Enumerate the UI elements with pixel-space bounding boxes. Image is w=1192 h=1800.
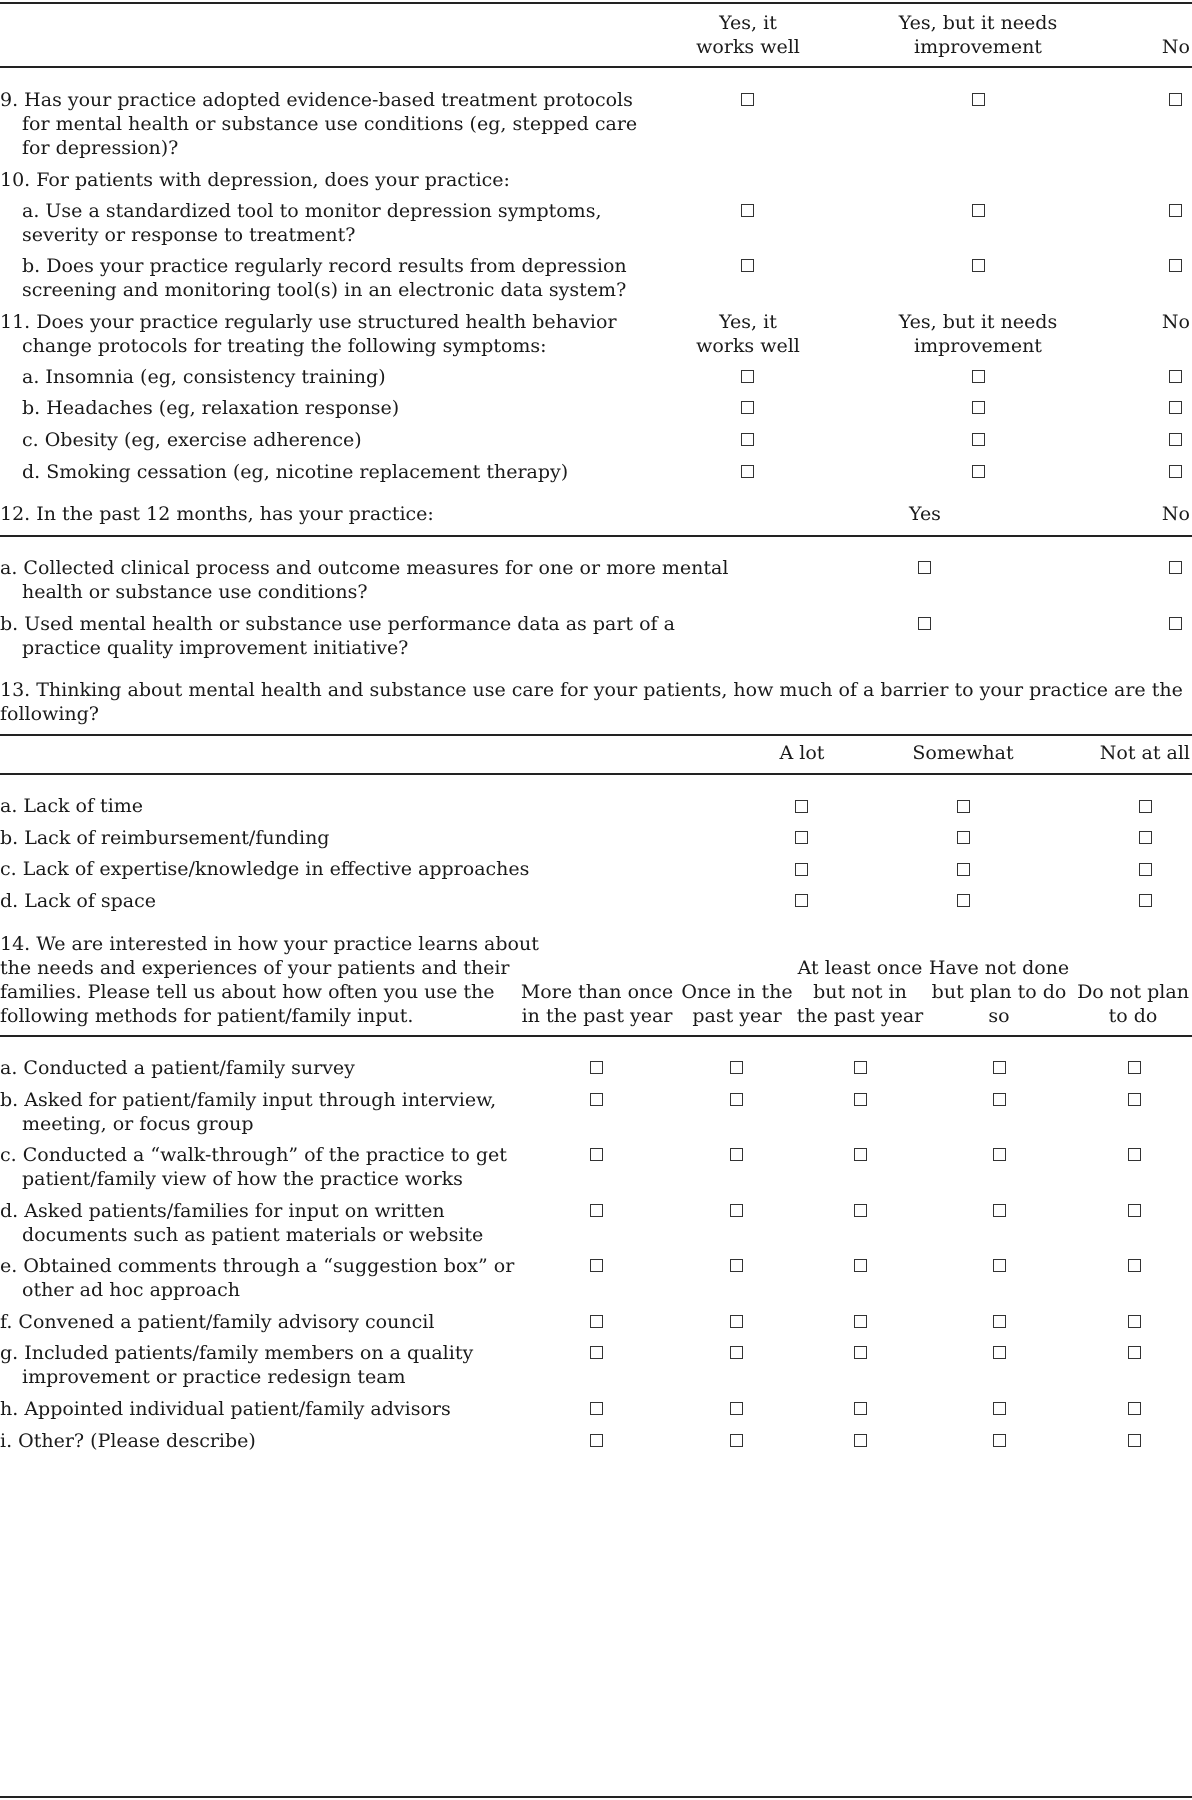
q14-col-header-do-not-plan: Do not plan to do [1077,981,1189,1027]
q14-col-header-once: Once in the past year [681,981,793,1027]
q14b-once-checkbox[interactable] [730,1093,743,1106]
col-header-works-well: Yes, it works well [696,12,800,58]
q14-item: g. Included patients/family members on a quality improvement or practice redesign team [0,1342,474,1388]
q13d-somewhat-checkbox[interactable] [957,894,970,907]
q14b-do-not-plan-checkbox[interactable] [1128,1093,1141,1106]
q11c-no-checkbox[interactable] [1169,433,1182,446]
q14a-do-not-plan-checkbox[interactable] [1128,1061,1141,1074]
q14h-plan-to-do-checkbox[interactable] [993,1402,1006,1415]
q9-works-well-checkbox[interactable] [741,93,754,106]
question-13-title: 13. Thinking about mental health and substance use care for your patients, how much of a barrier to your practice are the following? [0,679,1183,725]
question-11-title: 11. Does your practice regularly use structured health behavior change protocols for treating the following symptoms: [0,311,617,357]
q11-col-header-works-well: Yes, it works well [696,311,800,357]
q14-item: i. Other? (Please describe) [0,1430,256,1452]
q14d-at-least-once-checkbox[interactable] [854,1204,867,1217]
q11-item: c. Obesity (eg, exercise adherence) [22,429,362,451]
q14c-do-not-plan-checkbox[interactable] [1128,1148,1141,1161]
q14b-plan-to-do-checkbox[interactable] [993,1093,1006,1106]
q14g-at-least-once-checkbox[interactable] [854,1346,867,1359]
q13-header-rule [0,773,1192,775]
q14c-more-than-once-checkbox[interactable] [590,1148,603,1161]
q14b-more-than-once-checkbox[interactable] [590,1093,603,1106]
q14d-do-not-plan-checkbox[interactable] [1128,1204,1141,1217]
q11-item: a. Insomnia (eg, consistency training) [22,366,386,388]
q14-item: b. Asked for patient/family input through interview, meeting, or focus group [0,1089,497,1135]
q13b-a-lot-checkbox[interactable] [795,831,808,844]
q14e-at-least-once-checkbox[interactable] [854,1259,867,1272]
question-12a: a. Collected clinical process and outcome measures for one or more mental health or substance use conditions? [0,557,729,603]
q14f-more-than-once-checkbox[interactable] [590,1315,603,1328]
q13-col-header-somewhat: Somewhat [912,742,1014,764]
q9-needs-improvement-checkbox[interactable] [972,93,985,106]
col-header-no: No [1161,36,1190,58]
q14g-plan-to-do-checkbox[interactable] [993,1346,1006,1359]
q12b-no-checkbox[interactable] [1169,617,1182,630]
q14-col-header-plan-to-do: Have not done but plan to do so [928,957,1070,1027]
q14i-plan-to-do-checkbox[interactable] [993,1434,1006,1447]
q11b-no-checkbox[interactable] [1169,401,1182,414]
q14g-do-not-plan-checkbox[interactable] [1128,1346,1141,1359]
q14-header-rule [0,1035,1192,1037]
q10b-needs-improvement-checkbox[interactable] [972,259,985,272]
q13d-not-at-all-checkbox[interactable] [1139,894,1152,907]
q13-col-header-a-lot: A lot [779,742,825,764]
question-12-title: 12. In the past 12 months, has your practice: [0,503,434,525]
q11b-needs-improvement-checkbox[interactable] [972,401,985,414]
q14a-at-least-once-checkbox[interactable] [854,1061,867,1074]
q11-item: b. Headaches (eg, relaxation response) [22,397,400,419]
col-header-needs-improvement: Yes, but it needs improvement [898,12,1058,58]
q13a-a-lot-checkbox[interactable] [795,800,808,813]
q14h-at-least-once-checkbox[interactable] [854,1402,867,1415]
q14d-plan-to-do-checkbox[interactable] [993,1204,1006,1217]
bottom-rule [0,1796,1192,1798]
q11a-needs-improvement-checkbox[interactable] [972,370,985,383]
question-10-title: 10. For patients with depression, does your practice: [0,169,510,191]
q14f-at-least-once-checkbox[interactable] [854,1315,867,1328]
q9-no-checkbox[interactable] [1169,93,1182,106]
q12-col-header-no: No [1161,503,1190,525]
q12-rule [0,535,1192,537]
q14e-more-than-once-checkbox[interactable] [590,1259,603,1272]
q14b-at-least-once-checkbox[interactable] [854,1093,867,1106]
q14-item: a. Conducted a patient/family survey [0,1057,355,1079]
q14a-more-than-once-checkbox[interactable] [590,1061,603,1074]
q14-item: e. Obtained comments through a “suggestion box” or other ad hoc approach [0,1255,515,1301]
q14a-plan-to-do-checkbox[interactable] [993,1061,1006,1074]
q14f-do-not-plan-checkbox[interactable] [1128,1315,1141,1328]
q13a-not-at-all-checkbox[interactable] [1139,800,1152,813]
q11-item: d. Smoking cessation (eg, nicotine replacement therapy) [22,461,569,483]
q11d-works-well-checkbox[interactable] [741,465,754,478]
q11-col-header-needs-improvement: Yes, but it needs improvement [898,311,1058,357]
q14i-at-least-once-checkbox[interactable] [854,1434,867,1447]
q13a-somewhat-checkbox[interactable] [957,800,970,813]
q14-item: h. Appointed individual patient/family advisors [0,1398,451,1420]
q14c-at-least-once-checkbox[interactable] [854,1148,867,1161]
question-10a: a. Use a standardized tool to monitor depression symptoms, severity or response to treatment? [22,200,602,246]
q11-col-header-no: No [1161,311,1190,333]
q14e-do-not-plan-checkbox[interactable] [1128,1259,1141,1272]
q11c-needs-improvement-checkbox[interactable] [972,433,985,446]
q12a-yes-checkbox[interactable] [918,561,931,574]
q13d-a-lot-checkbox[interactable] [795,894,808,907]
q13-item: c. Lack of expertise/knowledge in effective approaches [0,858,530,880]
q14-item: c. Conducted a “walk-through” of the practice to get patient/family view of how the practice works [0,1144,507,1190]
q12-col-header-yes: Yes [909,503,941,525]
question-10b: b. Does your practice regularly record results from depression screening and monitoring tool(s) in an electronic data system? [22,255,627,301]
q12b-yes-checkbox[interactable] [918,617,931,630]
q14h-do-not-plan-checkbox[interactable] [1128,1402,1141,1415]
q11d-no-checkbox[interactable] [1169,465,1182,478]
q11a-works-well-checkbox[interactable] [741,370,754,383]
q14f-once-checkbox[interactable] [730,1315,743,1328]
header-rule [0,66,1192,68]
q13c-somewhat-checkbox[interactable] [957,863,970,876]
top-rule [0,2,1192,4]
q14e-plan-to-do-checkbox[interactable] [993,1259,1006,1272]
q14h-more-than-once-checkbox[interactable] [590,1402,603,1415]
question-9: 9. Has your practice adopted evidence-based treatment protocols for mental health or substance use conditions (eg, stepped care for depression)? [0,89,638,159]
q14i-more-than-once-checkbox[interactable] [590,1434,603,1447]
q14f-plan-to-do-checkbox[interactable] [993,1315,1006,1328]
q11a-no-checkbox[interactable] [1169,370,1182,383]
q13-item: a. Lack of time [0,795,144,817]
q10a-works-well-checkbox[interactable] [741,204,754,217]
q14d-once-checkbox[interactable] [730,1204,743,1217]
q14-item: f. Convened a patient/family advisory council [0,1311,435,1333]
q14-item: d. Asked patients/families for input on written documents such as patient materials or website [0,1200,484,1246]
q11b-works-well-checkbox[interactable] [741,401,754,414]
q14-col-header-at-least-once: At least once but not in the past year [796,957,924,1027]
q14d-more-than-once-checkbox[interactable] [590,1204,603,1217]
q10b-no-checkbox[interactable] [1169,259,1182,272]
q13c-not-at-all-checkbox[interactable] [1139,863,1152,876]
q14h-once-checkbox[interactable] [730,1402,743,1415]
q14g-more-than-once-checkbox[interactable] [590,1346,603,1359]
q14a-once-checkbox[interactable] [730,1061,743,1074]
q14c-plan-to-do-checkbox[interactable] [993,1148,1006,1161]
q14i-once-checkbox[interactable] [730,1434,743,1447]
q13-col-header-not-at-all: Not at all [1099,742,1190,764]
q11d-needs-improvement-checkbox[interactable] [972,465,985,478]
q13-item: d. Lack of space [0,890,157,912]
q10a-no-checkbox[interactable] [1169,204,1182,217]
q13b-not-at-all-checkbox[interactable] [1139,831,1152,844]
q14c-once-checkbox[interactable] [730,1148,743,1161]
q10b-works-well-checkbox[interactable] [741,259,754,272]
q14-col-header-more-than-once: More than once in the past year [520,981,674,1027]
q13-top-rule [0,734,1192,736]
q13c-a-lot-checkbox[interactable] [795,863,808,876]
q14g-once-checkbox[interactable] [730,1346,743,1359]
q12a-no-checkbox[interactable] [1169,561,1182,574]
q14e-once-checkbox[interactable] [730,1259,743,1272]
q10a-needs-improvement-checkbox[interactable] [972,204,985,217]
q14i-do-not-plan-checkbox[interactable] [1128,1434,1141,1447]
q13-item: b. Lack of reimbursement/funding [0,827,330,849]
question-14-title: 14. We are interested in how your practice learns about the needs and experiences of your patients and their families. Please tell us about how often you use the following methods for patient/family input. [0,933,539,1027]
q11c-works-well-checkbox[interactable] [741,433,754,446]
q13b-somewhat-checkbox[interactable] [957,831,970,844]
question-12b: b. Used mental health or substance use performance data as part of a practice quality improvement initiative? [0,613,675,659]
